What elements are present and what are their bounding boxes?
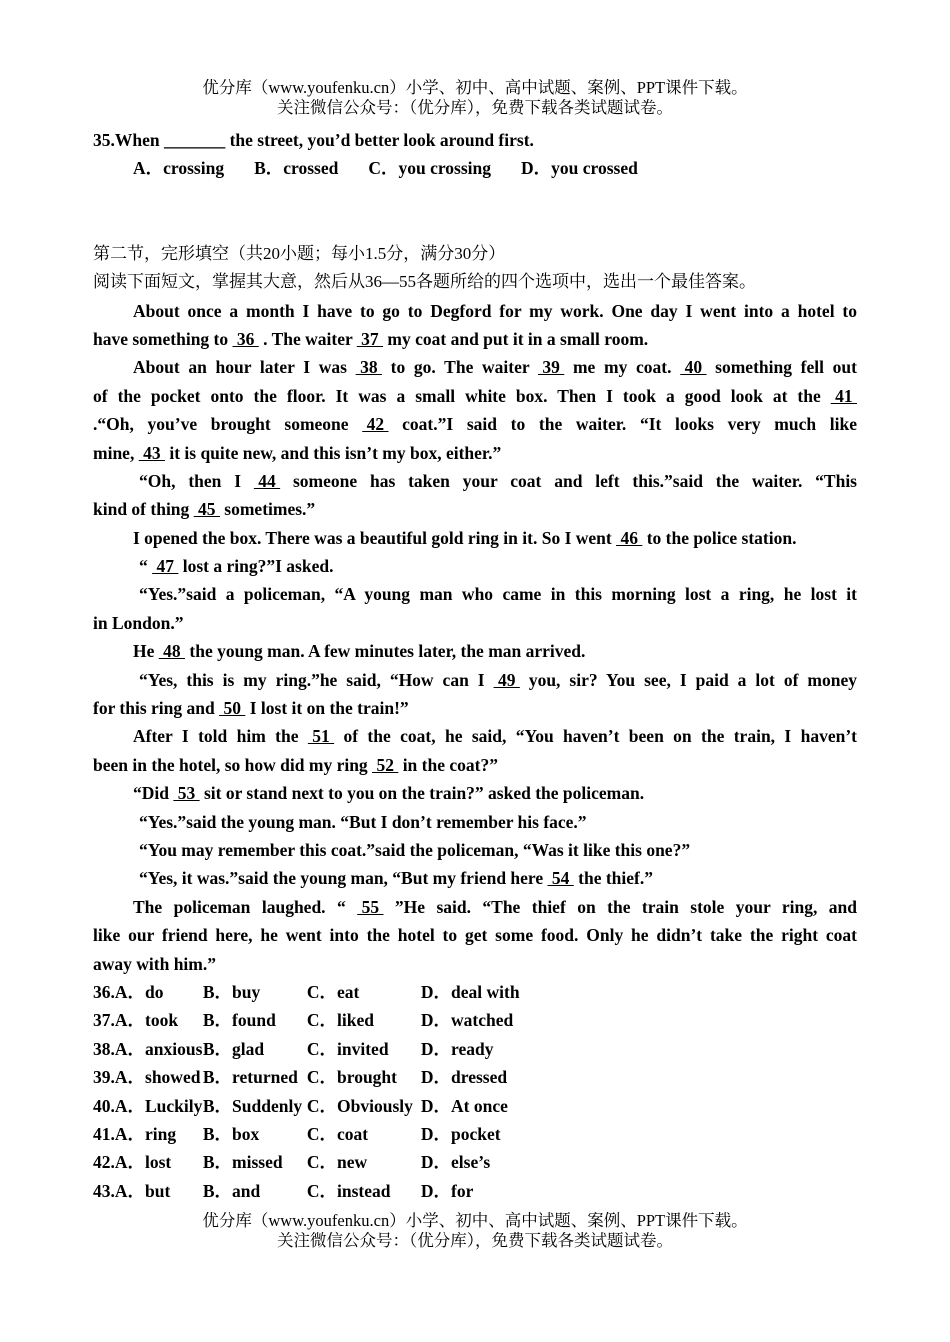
passage-line: for this ring and 50 I lost it on the train!” [93,694,857,722]
question-row: 36.A．do B．buy C．eat D．deal with [93,981,520,1002]
header-line-1: 优分库（www.youfenku.cn）小学、初中、高中试题、案例、PPT课件下载。 [202,78,748,97]
section-title: 第二节，完形填空（共20小题；每小1.5分，满分30分） [93,243,506,263]
passage-line: The policeman laughed. “ 55 ”He said. “The thief on the train stole your ring, and [93,893,857,921]
blank-54: 54 [547,868,574,889]
question-row: 37.A．took B．found C．liked D．watched [93,1010,514,1031]
section-instruction: 阅读下面短文，掌握其大意，然后从36—55各题所给的四个选项中，选出一个最佳答案。 [93,272,756,292]
option-d: D．you crossed [521,158,638,179]
passage-line: He 48 the young man. A few minutes later, the man arrived. [93,637,857,665]
question-35-options [93,154,857,182]
passage-line: in London.” [93,612,184,633]
blank-36: 36 [232,328,259,349]
question-row: 38.A．anxiousB．glad C．invited D．ready [93,1038,494,1059]
passage-line: “Did 53 sit or stand next to you on the train?” asked the policeman. [93,779,857,807]
footer-line-1: 优分库（www.youfenku.cn）小学、初中、高中试题、案例、PPT课件下载。 [202,1211,748,1230]
blank-51: 51 [307,726,335,747]
question-row: 42.A．lost B．missed C．new D．else’s [93,1152,491,1173]
blank-49: 49 [493,669,520,690]
passage-line: “Yes.”said a policeman, “A young man who came in this morning lost a ring, he lost it [139,584,857,605]
blank-45: 45 [193,499,220,520]
blank-43: 43 [138,442,165,463]
blank-38: 38 [355,357,382,378]
passage-line: “ 47 lost a ring?”I asked. [93,552,857,580]
blank-50: 50 [219,698,246,719]
passage-line: “Yes, this is my ring.”he said, “How can I 49 you, sir? You see, I paid a lot of money [93,666,857,694]
blank-52: 52 [372,754,399,775]
passage-line: been in the hotel, so how did my ring 52 in the coat?” [93,751,857,779]
question-row: 39.A．showed B．returned C．brought D．dressed [93,1067,508,1088]
document-body [93,126,857,1205]
blank-40: 40 [680,357,707,378]
option-b: B．crossed [254,158,339,179]
passage-line: I opened the box. There was a beautiful gold ring in it. So I went 46 to the police station. [93,524,857,552]
footer-line-2: 关注微信公众号：（优分库），免费下载各类试题试卷。 [277,1231,673,1250]
passage-line: After I told him the 51 of the coat, he said, “You haven’t been on the train, I haven’t [93,722,857,750]
passage-line: “Yes.”said the young man. “But I don’t remember his face.” [139,811,587,832]
option-a: A．crossing [133,158,225,179]
question-row: 41.A．ring B．box C．coat D．pocket [93,1123,501,1144]
header-line-2: 关注微信公众号：（优分库），免费下载各类试题试卷。 [277,98,673,117]
passage-line: About an hour later I was 38 to go. The waiter 39 me my coat. 40 something fell out [93,353,857,381]
passage-line: have something to 36 . The waiter 37 my coat and put it in a small room. [93,325,857,353]
passage-line: .“Oh, you’ve brought someone 42 coat.”I said to the waiter. “It looks very much like [93,410,857,438]
option-c: C．you crossing [368,158,492,179]
passage-line: of the pocket onto the floor. It was a small white box. Then I took a good look at the 41 [93,382,857,410]
blank-37: 37 [356,328,384,349]
cloze-passage [93,297,857,978]
question-row: 40.A．LuckilyB．Suddenly C．Obviously D．At once [93,1095,508,1116]
question-35-stem: 35.When _______ the street, you’d better look around first. [93,130,534,150]
blank-55: 55 [357,896,384,917]
blank-44: 44 [253,470,281,491]
blank-42: 42 [362,414,389,435]
blank-48: 48 [158,641,186,662]
passage-line: mine, 43 it is quite new, and this isn’t my box, either.” [93,439,857,467]
blank-41: 41 [830,385,857,406]
question-row: 43.A．but B．and C．instead D．for [93,1180,474,1201]
passage-line: “You may remember this coat.”said the policeman, “Was it like this one?” [139,839,691,860]
passage-line: kind of thing 45 sometimes.” [93,495,857,523]
blank-53: 53 [173,783,200,804]
passage-line: away with him.” [93,953,216,974]
blank-47: 47 [152,556,179,577]
passage-line: like our friend here, he went into the hotel to get some food. Only he didn’t take the right coat [93,925,857,946]
passage-line: “Oh, then I 44 someone has taken your coat and left this.”said the waiter. “This [93,467,857,495]
question-options-list [93,978,857,1205]
blank-46: 46 [616,527,643,548]
passage-line: “Yes, it was.”said the young man, “But my friend here 54 the thief.” [93,864,857,892]
passage-line: About once a month I have to go to Degford for my work. One day I went into a hotel to [133,300,857,321]
blank-39: 39 [538,357,565,378]
